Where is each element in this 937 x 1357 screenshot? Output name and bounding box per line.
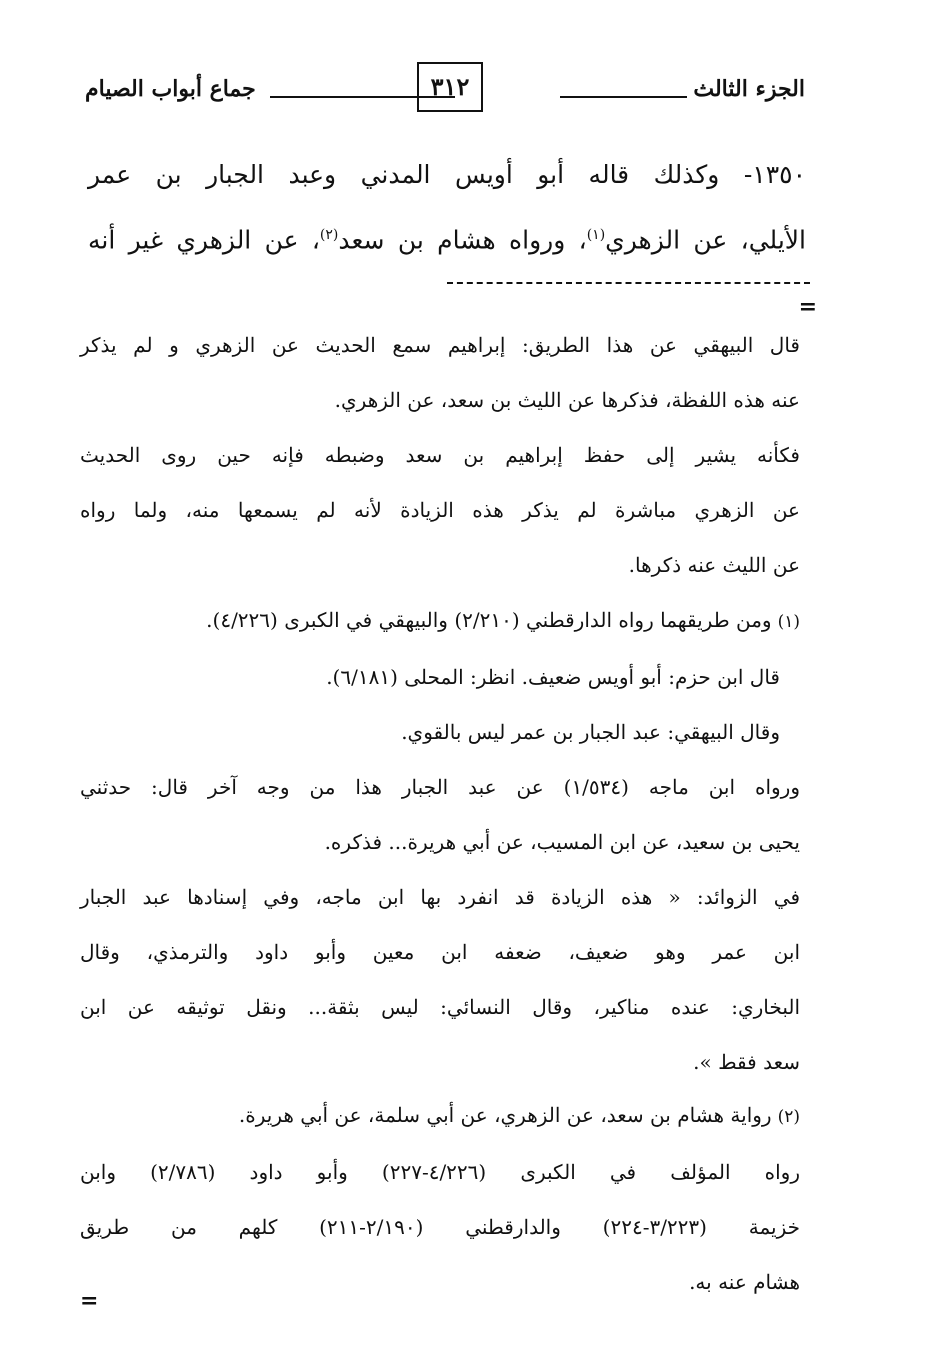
note-line: هشام عنه به. — [689, 1270, 800, 1294]
note-line: في الزوائد: « هذه الزيادة قد انفرد بها ابن ماجه، وفي إسنادها عبد الجبار — [80, 885, 801, 909]
footnote-1 — [80, 593, 800, 1090]
note-line: قال ابن حزم: أبو أويس ضعيف. انظر: المحلى (٦/١٨١). — [326, 665, 780, 689]
note-line: قال البيهقي عن هذا الطريق: إبراهيم سمع الحديث عن الزهري و لم يذكر — [80, 333, 800, 357]
note-line: يحيى بن سعيد، عن ابن المسيب، عن أبي هريرة... فذكره. — [324, 830, 800, 854]
note-line: عن الليث عنه ذكرها. — [628, 553, 800, 577]
note-line: فكأنه يشير إلى حفظ إبراهيم بن سعد وضبطه فإنه حين روى الحديث — [80, 443, 800, 467]
note-line: (٢)رواية هشام بن سعد، عن الزهري، عن أبي سلمة، عن أبي هريرة. — [238, 1103, 800, 1127]
chapter-title: جماع أبواب الصيام — [85, 76, 256, 102]
note-line: عن الزهري مباشرة لم يذكر هذه الزيادة لأنه لم يسمعها منه، ولما رواه — [80, 498, 800, 522]
main-line: الأيلي، عن الزهري$^{(١)}$، ورواه هشام بن سعد$^{(٢)}$، عن الزهري غير أنه — [88, 225, 806, 255]
note-line: رواه المؤلف في الكبرى (٤/٢٢٦-٢٢٧) وأبو داود (٢/٧٨٦) وابن — [80, 1160, 800, 1184]
note-line: البخاري: عنده مناكير، وقال النسائي: ليس بثقة... ونقل توثيقه عن ابن — [80, 995, 800, 1019]
continuation-mark-bottom: = — [80, 1288, 99, 1314]
main-text — [88, 145, 806, 270]
page-header — [85, 62, 805, 118]
note-line: ورواه ابن ماجه (١/٥٣٤) عن عبد الجبار هذا من وجه آخر قال: حدثني — [80, 775, 800, 799]
note-line: وقال البيهقي: عبد الجبار بن عمر ليس بالقوي. — [401, 720, 780, 744]
continuation-mark-top: = — [798, 294, 817, 320]
note-line: سعد فقط ». — [693, 1050, 800, 1074]
footnote-number: (٢) — [777, 1107, 800, 1127]
volume-label: الجزء الثالث — [693, 76, 805, 102]
carryover-footnote — [80, 318, 800, 593]
footnote-separator — [447, 282, 810, 284]
main-line: ١٣٥٠- وكذلك قاله أبو أويس المدني وعبد الجبار بن عمر — [88, 160, 806, 189]
note-line: عنه هذه اللفظة، فذكرها عن الليث بن سعد، عن الزهري. — [334, 388, 800, 412]
note-line: (١)ومن طريقهما رواه الدارقطني (٢/٢١٠) والبيهقي في الكبرى (٤/٢٢٦). — [206, 608, 800, 632]
footnote-ref-2: (٢) — [319, 227, 339, 243]
footnote-number: (١) — [777, 612, 800, 632]
note-line: ابن عمر وهو ضعيف، ضعفه ابن معين وأبو داود والترمذي، وقال — [80, 940, 800, 964]
header-rule-left — [270, 96, 455, 98]
note-line: خزيمة (٣/٢٢٣-٢٢٤) والدارقطني (٢/١٩٠-٢١١) كلهم من طريق — [80, 1215, 800, 1239]
header-rule-right — [560, 96, 687, 98]
page-number: ٣١٢ — [417, 62, 483, 112]
footnote-ref-1: (١) — [586, 227, 606, 243]
footnote-2 — [80, 1088, 800, 1314]
